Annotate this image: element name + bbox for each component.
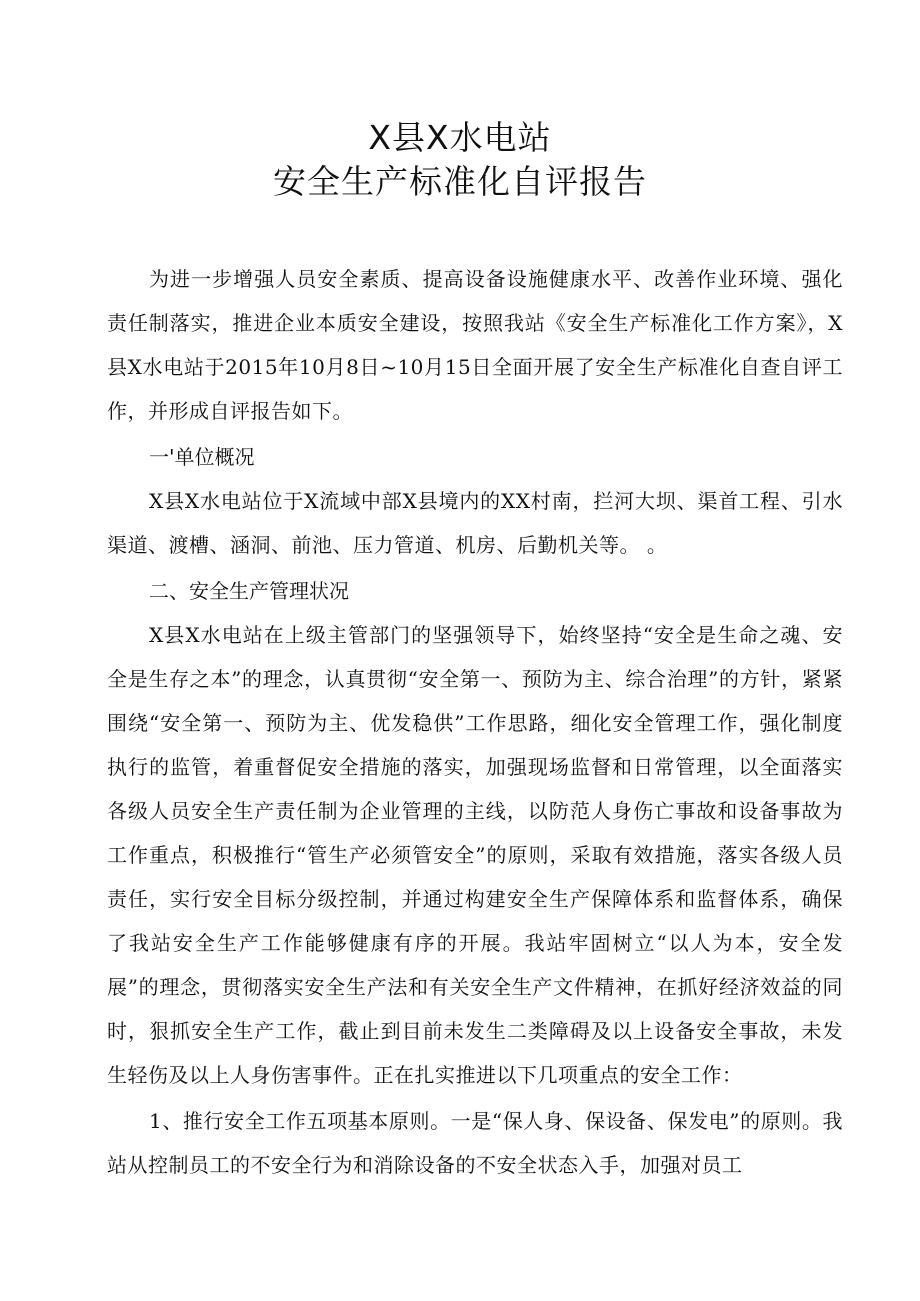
title-line-report: 安全生产标准化自评报告 xyxy=(273,162,647,201)
item-1-paragraph: 1、推行安全工作五项基本原则。一是“保人身、保设备、保发电”的原则。我站从控制员工的不安全行为和消除设备的不安全状态入手，加强对员工 xyxy=(107,1109,843,1177)
document-body xyxy=(107,257,843,1187)
safety-management-paragraph: X县X水电站在上级主管部门的坚强领导下，始终坚持“安全是生命之魂、安全是生存之本”的理念，认真贯彻“安全第一、预防为主、综合治理”的方针，紧紧围绕“安全第一、预防为主、优发稳供”工作思路，细化安全管理工作，强化制度执行的监管，着重督促安全措施的落实，加强现场监督和日常管理，以全面落实各级人员安全生产责任制为企业管理的主线，以防范人身伤亡事故和设备事故为工作重点，积极推行“管生产必须管安全”的原则，采取有效措施，落实各级人员责任，实行安全目标分级控制，并通过构建安全生产保障体系和监督体系，确保了我站安全生产工作能够健康有序的开展。我站牢固树立“以人为本，安全发展”的理念，贯彻落实安全生产法和有关安全生产文件精神，在抓好经济效益的同时，狠抓安全生产工作，截止到目前未发生二类障碍及以上设备安全事故，未发生轻伤及以上人身伤害事件。正在扎实推进以下几项重点的安全工作： xyxy=(107,623,843,1087)
section-heading-safety-management: 二、安全生产管理状况 xyxy=(149,579,349,603)
section-heading-unit-overview: 一'单位概况 xyxy=(149,445,255,469)
intro-paragraph: 为进一步增强人员安全素质、提高设备设施健康水平、改善作业环境、强化责任制落实，推进企业本质安全建设，按照我站《安全生产标准化工作方案》，X县X水电站于2015年10月8日~10月15日全面开展了安全生产标准化自查自评工作，并形成自评报告如下。 xyxy=(107,267,843,423)
unit-overview-paragraph: X县X水电站位于X流域中部X县境内的XX村南，拦河大坝、渠首工程、引水渠道、渡槽、涵洞、前池、压力管道、机房、后勤机关等。 。 xyxy=(107,489,843,557)
title-line-station: X县X水电站 xyxy=(368,118,552,157)
document-title xyxy=(0,116,920,204)
